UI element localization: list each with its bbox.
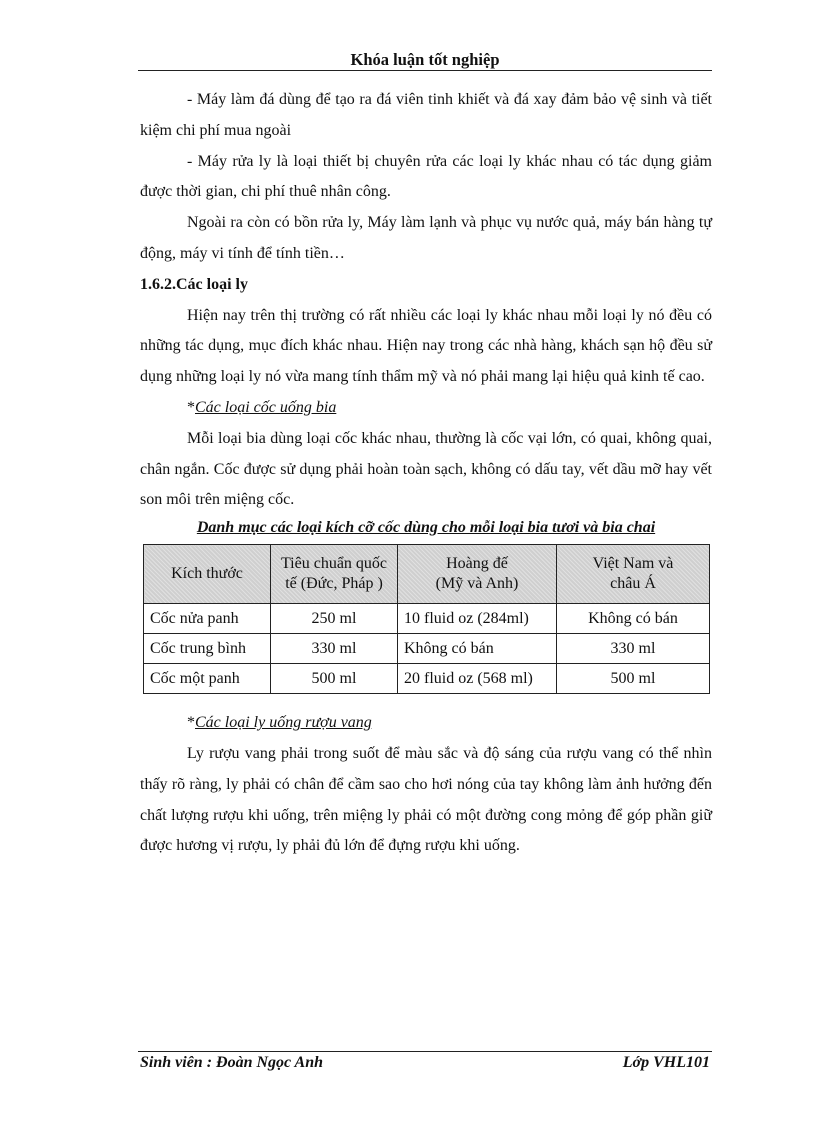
page-header-title: Khóa luận tốt nghiệp <box>350 50 500 69</box>
footer-student-name: Sinh viên : Đoàn Ngọc Anh <box>140 1054 323 1071</box>
table-cell: 250 ml <box>271 604 398 634</box>
table-cell: Cốc nửa panh <box>144 604 271 634</box>
table-header-cell: Việt Nam và châu Á <box>557 545 710 604</box>
footer-class: Lớp VHL101 <box>622 1054 710 1071</box>
table-caption: Danh mục các loại kích cỡ cốc dùng cho mỗi loại bia tươi và bia chai <box>196 519 656 537</box>
subheading-beer-glasses <box>140 393 712 424</box>
table-header-cell: Hoàng đế (Mỹ và Anh) <box>398 545 557 604</box>
paragraph-wine-glasses: Ly rượu vang phải trong suốt để màu sắc và độ sáng của rượu vang có thể nhìn thấy rõ ràng, ly phải có chân để cầm sao cho hơi nóng của tay không làm ảnh hưởng đến chất lượng rượu khi uống, trên miệng ly phải có một đường cong mỏng để góp phần giữ được hương vị rượu, ly phải đủ lớn để đựng rượu khi uống. <box>140 744 712 855</box>
subheading-marker: * <box>187 714 195 732</box>
section-heading: 1.6.2.Các loại ly <box>140 275 248 293</box>
beer-glass-size-table <box>143 544 710 694</box>
table-cell: Không có bán <box>398 634 557 664</box>
subheading-marker: * <box>187 398 195 416</box>
table-cell: 330 ml <box>557 634 710 664</box>
subheading-wine-glasses <box>140 708 712 739</box>
table-cell: 500 ml <box>271 664 398 694</box>
subheading-text: Các loại cốc uống bia <box>195 398 337 416</box>
table-cell: 330 ml <box>271 634 398 664</box>
paragraph-ice-machine: - Máy làm đá dùng để tạo ra đá viên tinh khiết và đá xay đảm bảo vệ sinh và tiết kiệm chi phí mua ngoài <box>140 91 712 139</box>
table-row <box>144 664 710 694</box>
paragraph-beer-glasses: Mỗi loại bia dùng loại cốc khác nhau, thường là cốc vại lớn, có quai, không quai, chân ngắn. Cốc được sử dụng phải hoàn toàn sạch, không có dấu tay, vết dầu mỡ hay vết son môi trên miệng cốc. <box>140 429 712 509</box>
table-cell: 500 ml <box>557 664 710 694</box>
paragraph-glass-types: Hiện nay trên thị trường có rất nhiều các loại ly khác nhau mỗi loại ly nó đều có những tác dụng, mục đích khác nhau. Hiện nay trong các nhà hàng, khách sạn hộ đều sử dụng những loại ly nó vừa mang tính thẩm mỹ và nó phải mang lại hiệu quả kinh tế cao. <box>140 306 712 386</box>
paragraph-other-equipment: Ngoài ra còn có bồn rửa ly, Máy làm lạnh và phục vụ nước quả, máy bán hàng tự động, máy vi tính để tính tiền… <box>140 214 712 262</box>
table-row <box>144 604 710 634</box>
table-cell: 20 fluid oz (568 ml) <box>398 664 557 694</box>
table-cell: Cốc một panh <box>144 664 271 694</box>
table-header-cell: Tiêu chuẩn quốc tế (Đức, Pháp ) <box>271 545 398 604</box>
subheading-text: Các loại ly uống rượu vang <box>195 714 372 732</box>
paragraph-glass-washer: - Máy rửa ly là loại thiết bị chuyên rửa các loại ly khác nhau có tác dụng giảm được thời gian, chi phí thuê nhân công. <box>140 152 712 201</box>
header-divider <box>138 70 712 71</box>
table-cell: Cốc trung bình <box>144 634 271 664</box>
footer-divider <box>138 1051 712 1052</box>
table-row <box>144 634 710 664</box>
spacer <box>140 694 712 708</box>
table-cell: Không có bán <box>557 604 710 634</box>
document-body <box>140 85 712 862</box>
table-cell: 10 fluid oz (284ml) <box>398 604 557 634</box>
table-header-cell: Kích thước <box>144 545 271 604</box>
table-header-row <box>144 545 710 604</box>
